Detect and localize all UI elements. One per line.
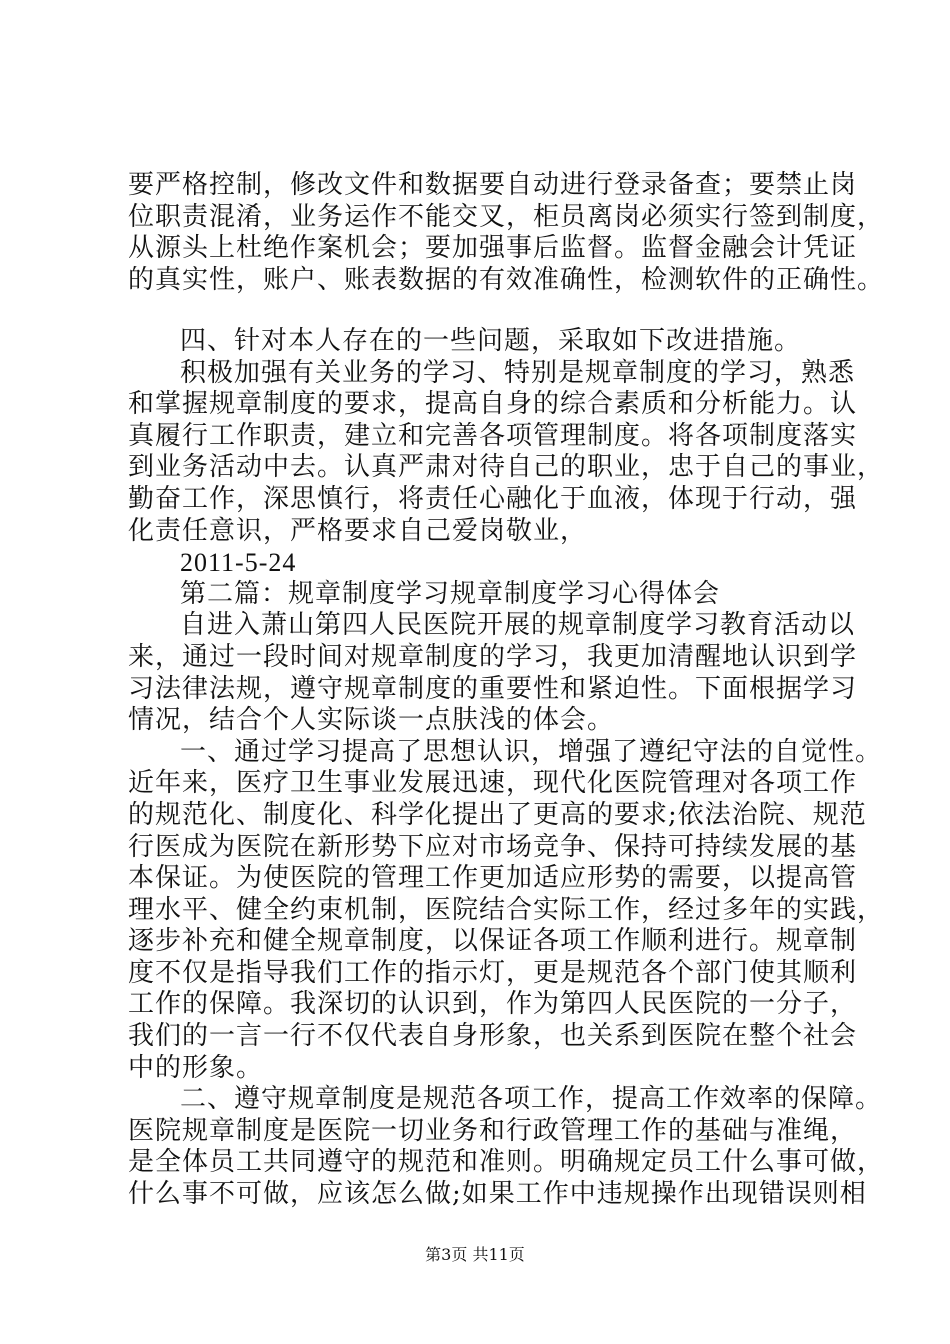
text-line: 度不仅是指导我们工作的指示灯，更是规范各个部门使其顺利 [128, 957, 858, 988]
text-line: 行医成为医院在新形势下应对市场竞争、保持可持续发展的基 [128, 831, 858, 862]
text-line: 位职责混淆，业务运作不能交叉，柜员离岗必须实行签到制度， [128, 201, 885, 232]
text-line: 从源头上杜绝作案机会；要加强事后监督。监督金融会计凭证 [128, 233, 858, 264]
section-heading: 四、针对本人存在的一些问题，采取如下改进措施。 [180, 326, 802, 356]
text-line: 积极加强有关业务的学习、特别是规章制度的学习，熟悉 [180, 357, 856, 388]
text-line: 二、遵守规章制度是规范各项工作，提高工作效率的保障。 [180, 1084, 883, 1115]
text-line: 医院规章制度是医院一切业务和行政管理工作的基础与准绳， [128, 1115, 858, 1146]
body-text-main [128, 326, 885, 1211]
text-line: 本保证。为使医院的管理工作更加适应形势的需要，以提高管 [128, 863, 858, 894]
text-line: 理水平、健全约束机制，医院结合实际工作，经过多年的实践， [128, 894, 885, 925]
text-line: 工作的保障。我深切的认识到，作为第四人民医院的一分子， [128, 989, 858, 1020]
text-line: 什么事不可做，应该怎么做;如果工作中违规操作出现错误则相 [128, 1179, 867, 1210]
text-line: 是全体员工共同遵守的规范和准则。明确规定员工什么事可做， [128, 1147, 885, 1178]
text-line: 习法律法规，遵守规章制度的重要性和紧迫性。下面根据学习 [128, 673, 858, 704]
text-line: 来，通过一段时间对规章制度的学习，我更加清醒地认识到学 [128, 641, 858, 672]
date: 2011-5-24 [180, 548, 297, 578]
page-footer: 第3页 共11页 [425, 1245, 525, 1264]
text-line: 近年来，医疗卫生事业发展迅速，现代化医院管理对各项工作 [128, 768, 858, 799]
text-line: 中的形象。 [128, 1052, 264, 1083]
text-line: 到业务活动中去。认真严肃对待自己的职业，忠于自己的事业， [128, 452, 885, 483]
text-line: 的规范化、制度化、科学化提出了更高的要求;依法治院、规范 [128, 799, 867, 830]
text-line: 和掌握规章制度的要求，提高自身的综合素质和分析能力。认 [128, 389, 858, 420]
text-line: 化责任意识，严格要求自己爱岗敬业， [128, 515, 588, 546]
text-line: 逐步补充和健全规章制度，以保证各项工作顺利进行。规章制 [128, 926, 858, 957]
text-line: 自进入萧山第四人民医院开展的规章制度学习教育活动以 [180, 610, 856, 641]
text-line: 真履行工作职责，建立和完善各项管理制度。将各项制度落实 [128, 420, 858, 451]
text-line: 的真实性，账户、账表数据的有效准确性，检测软件的正确性。 [128, 264, 885, 295]
text-line: 勤奋工作，深思慎行，将责任心融化于血液，体现于行动，强 [128, 483, 858, 514]
body-text-top [128, 170, 885, 296]
text-line: 一、通过学习提高了思想认识，增强了遵纪守法的自觉性。 [180, 736, 883, 767]
text-line: 我们的一言一行不仅代表自身形象，也关系到医院在整个社会 [128, 1021, 858, 1052]
chapter-title: 第二篇：规章制度学习规章制度学习心得体会 [180, 578, 721, 609]
text-line: 情况，结合个人实际谈一点肤浅的体会。 [128, 705, 615, 736]
text-line: 要严格控制，修改文件和数据要自动进行登录备查；要禁止岗 [128, 170, 858, 200]
